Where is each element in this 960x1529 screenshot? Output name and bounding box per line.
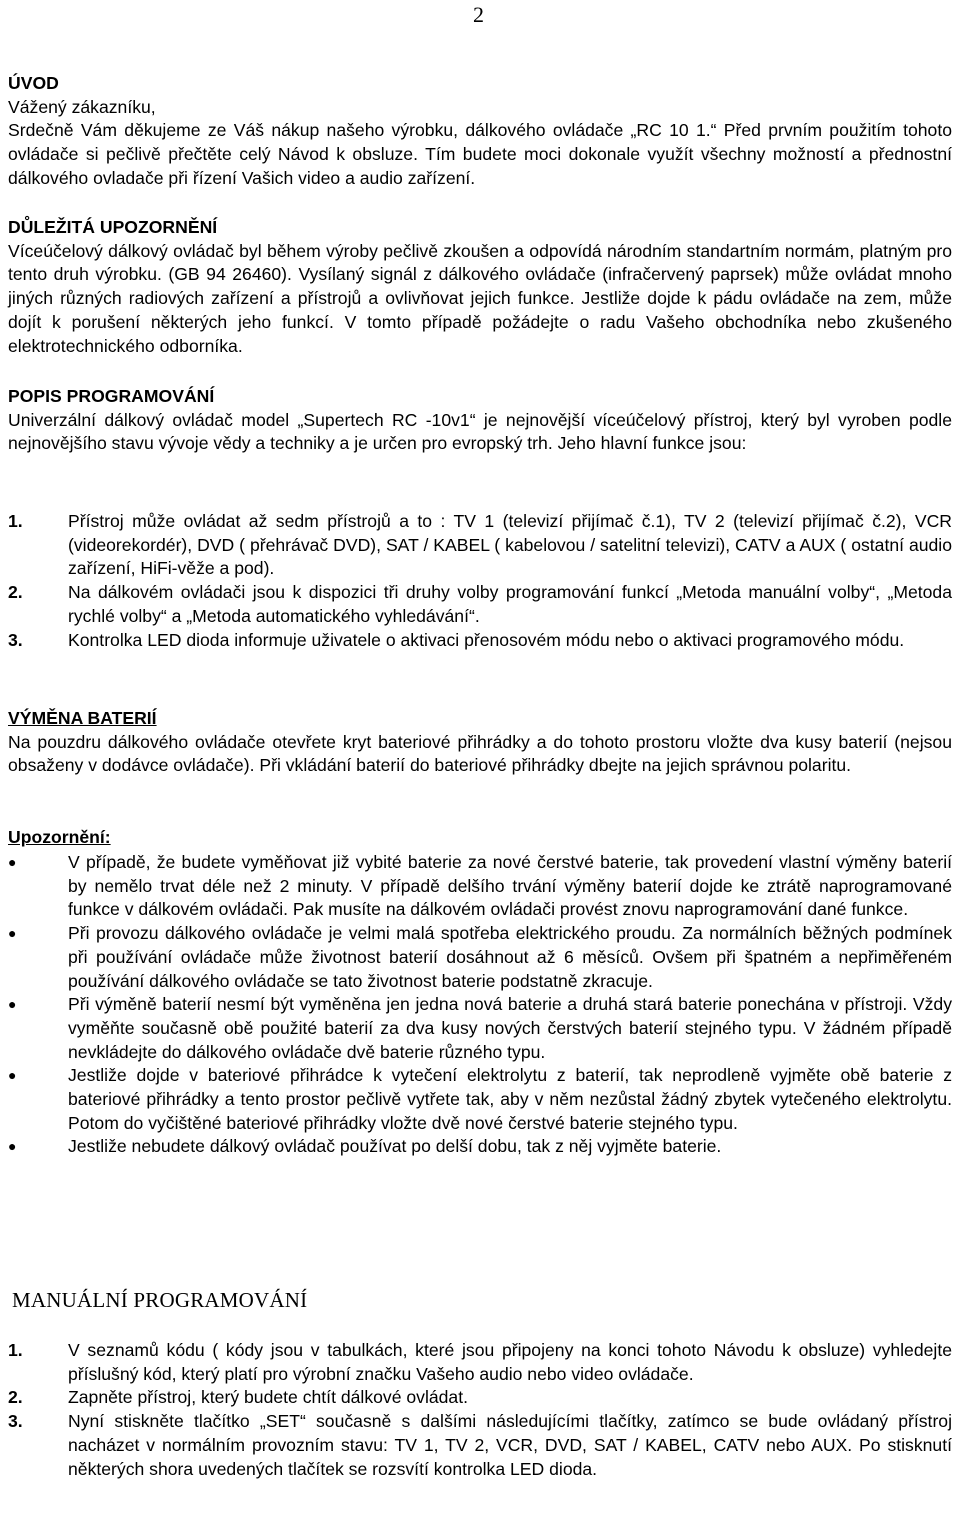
list-item-text: Přístroj může ovládat až sedm přístrojů a to : TV 1 (televizí přijímač č.1), TV 2 (televizí přijímač č.2), VCR (videorekordér), DVD ( přehrávač DVD), SAT / KABEL ( kabelovou / satelitní televizi), CATV a AUX ( ostatní audio zařízení, HiFi-věže a pod).	[68, 511, 952, 579]
popis-text: Univerzální dálkový ovládač model „Supertech RC -10v1“ je nejnovější víceúčelový přístroj, který byl vyroben podle nejnovějšího stavu vývoje vědy a techniky a je určen pro evropský trh. Jeho hlavní funkce jsou:	[8, 409, 952, 454]
baterie-text: Na pouzdru dálkového ovládače otevřete kryt bateriové přihrádky a do tohoto prostoru vložte dva kusy baterií (nejsou obsaženy v dodávce ovládače). Při vkládání baterií do bateriové přihrádky dbejte na jejich správnou polaritu.	[8, 731, 952, 776]
heading-manualni: MANUÁLNÍ PROGRAMOVÁNÍ	[12, 1288, 308, 1312]
section-upozorneni-baterie	[8, 826, 952, 850]
bullet-item-text: Při provozu dálkového ovládače je velmi malá spotřeba elektrického proudu. Za normálních běžných podmínek při používání ovládače může životnost baterií dosáhnout až 6 měsíců. Ovšem při špatném a nepřiměřeném používání dálkového ovládače se tato životnost baterie podstatně zkracuje.	[68, 923, 952, 991]
bullet-icon: ●	[8, 1138, 17, 1155]
heading-uvod: ÚVOD	[8, 73, 59, 93]
manualni-list	[8, 1339, 952, 1481]
bullet-item-text: Jestliže dojde v bateriové přihrádce k vytečení elektrolytu z baterií, tak neprodleně vyjměte obě baterie z bateriové přihrádky a tento prostor pečlivě vytřete tak, aby v něm nezůstal žádný zbytek vytečeného elektrolytu. Potom do vyčištěné bateriové přihrádky vložte dvě nové čerstvé baterie stejného typu.	[68, 1065, 952, 1133]
bullet-item	[8, 922, 952, 993]
section-upozorneni	[8, 216, 952, 358]
popis-list	[8, 510, 952, 652]
list-item	[8, 581, 952, 628]
list-marker: 3.	[8, 629, 23, 650]
list-item	[8, 629, 952, 653]
bullet-icon: ●	[8, 925, 17, 942]
list-item-text: Kontrolka LED dioda informuje uživatele o aktivaci přenosovém módu nebo o aktivaci programového módu.	[68, 629, 905, 650]
list-marker: 1.	[8, 1340, 23, 1360]
bullet-item-text: Jestliže nebudete dálkový ovládač používat po delší dobu, tak z něj vyjměte baterie.	[68, 1136, 722, 1157]
list-item	[8, 510, 952, 581]
section-uvod	[8, 72, 952, 191]
heading-popis: POPIS PROGRAMOVÁNÍ	[8, 386, 215, 406]
list-item	[8, 1339, 952, 1386]
bullet-item	[8, 993, 952, 1064]
page-number: 2	[473, 2, 484, 27]
bullet-icon: ●	[8, 1067, 17, 1084]
heading-upozorneni: DŮLEŽITÁ UPOZORNĚNÍ	[8, 217, 218, 237]
list-marker: 2.	[8, 1387, 23, 1408]
bullet-item	[8, 851, 952, 922]
list-item	[8, 1386, 952, 1410]
list-marker: 3.	[8, 1411, 23, 1432]
bullet-item-text: V případě, že budete vyměňovat již vybité baterie za nové čerstvé baterie, tak provedení vlastní výměny baterií by nemělo trvat déle než 2 minuty. V případě delšího trvání výměny baterií dojde ke ztrátě naprogramované funkce v dálkovém ovládači. Pak musíte na dálkovém ovládači provést znovu naprogramování dané funkce.	[68, 852, 952, 920]
list-item-text: Zapněte přístroj, který budete chtít dálkové ovládat.	[68, 1387, 468, 1408]
section-baterie	[8, 707, 952, 778]
heading-baterie: VÝMĚNA BATERIÍ	[8, 708, 157, 728]
list-item-text: V seznamů kódu ( kódy jsou v tabulkách, které jsou připojeny na konci tohoto Návodu k obsluze) vyhledejte příslušný kód, který platí pro výrobní značku Vašeho audio nebo video ovládače.	[68, 1340, 952, 1384]
list-item-text: Nyní stiskněte tlačítko „SET“ současně s dalšími následujícími tlačítky, zatímco se bude ovládaný přístroj nacházet v normálním provozním stavu: TV 1, TV 2, VCR, DVD, SAT / KABEL, CATV nebo AUX. Po stisknutí některých shora uvedených tlačítek se rozsvítí kontrolka LED dioda.	[68, 1411, 952, 1479]
list-item	[8, 1410, 952, 1481]
uvod-text: Srdečně Vám děkujeme ze Váš nákup našeho výrobku, dálkového ovládače „RC 10 1.“ Před prvním použitím tohoto ovládače si pečlivě přečtěte celý Návod k obsluze. Tím budete moci dokonale využít všechny možností a přednostní dálkového ovladače při řízení Vašich video a audio zařízení.	[8, 120, 952, 188]
bullet-icon: ●	[8, 996, 17, 1013]
bullet-item-text: Při výměně baterií nesmí být vyměněna jen jedna nová baterie a druhá stará baterie ponechána v přístroji. Vždy vyměňte současně obě použité baterií za dva kusy nových čerstvých baterií stejného typu. V žádném případě nevkládejte do dálkového ovládače dvě baterie různého typu.	[68, 994, 952, 1062]
upozorneni-text: Víceúčelový dálkový ovládač byl během výroby pečlivě zkoušen a odpovídá národním standartním normám, platným pro tento druh výrobku. (GB 94 26460). Vysílaný signál z dálkového ovládače (infračervený paprsek) může ovládat mnoho jiných různých radiových zařízení a přístrojů a ovlivňovat jejich funkce. Jestliže dojde k pádu ovládače na zem, může dojít k porušení některých jeho funkcí. V tomto případě požádejte o radu Vašeho obchodníka nebo zkušeného elektrotechnického odborníka.	[8, 240, 952, 356]
list-marker: 2.	[8, 582, 23, 603]
list-item-text: Na dálkovém ovládači jsou k dispozici tři druhy volby programování funkcí „Metoda manuální volby“, „Metoda rychlé volby“ a „Metoda automatického vyhledávání“.	[68, 582, 952, 626]
bullet-icon: ●	[8, 854, 17, 870]
greeting: Vážený zákazníku,	[8, 96, 156, 117]
list-marker: 1.	[8, 511, 23, 531]
bullet-item	[8, 1064, 952, 1135]
bullet-item	[8, 1135, 952, 1159]
heading-upozorneni-baterie: Upozornění:	[8, 827, 111, 847]
bullet-list	[8, 851, 952, 1159]
section-popis	[8, 385, 952, 456]
